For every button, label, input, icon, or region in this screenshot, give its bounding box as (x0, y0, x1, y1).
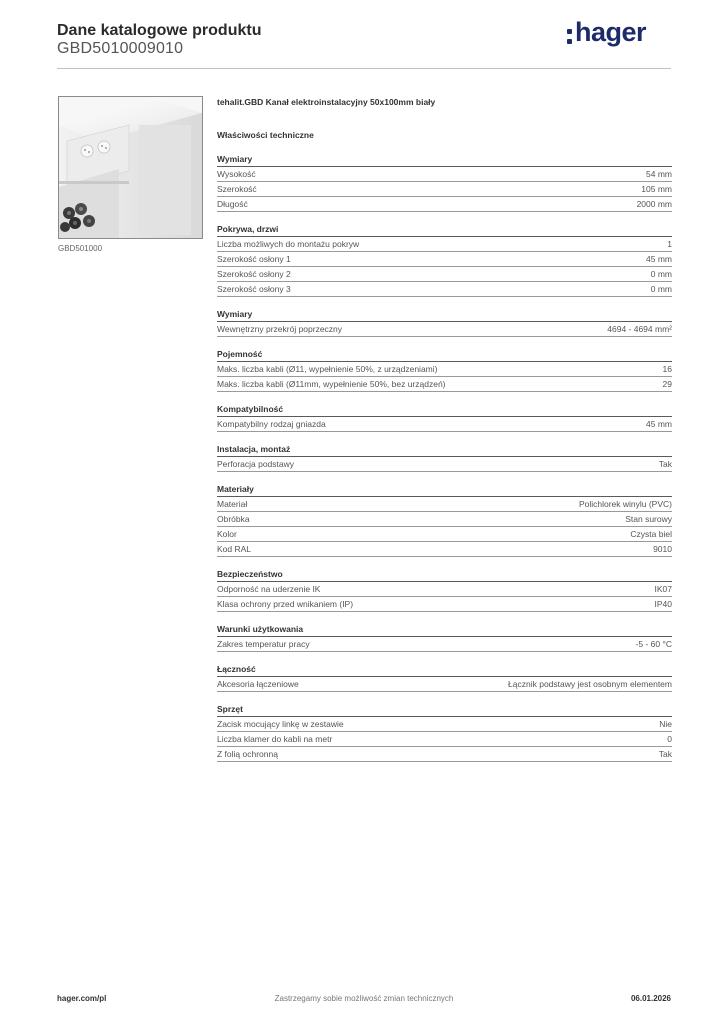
spec-section (217, 483, 672, 557)
spec-row (217, 542, 672, 557)
spec-label: Kompatybilny rodzaj gniazda (217, 419, 326, 429)
hager-logo (567, 17, 655, 52)
spec-label: Maks. liczba kabli (Ø11mm, wypełnienie 50%, bez urządzeń) (217, 379, 446, 389)
logo-text: hager (575, 17, 647, 47)
spec-section-title: Instalacja, montaż (217, 443, 672, 457)
spec-row (217, 322, 672, 337)
footer-date: 06.01.2026 (630, 994, 671, 1003)
page-footer (57, 994, 671, 1008)
spec-section-title: Warunki użytkowania (217, 623, 672, 637)
spec-section-title: Wymiary (217, 153, 672, 167)
spec-label: Liczba klamer do kabli na metr (217, 734, 333, 744)
technical-properties-heading: Właściwości techniczne (217, 130, 314, 140)
spec-row (217, 732, 672, 747)
spec-row (217, 497, 672, 512)
spec-section-title: Łączność (217, 663, 672, 677)
spec-section (217, 153, 672, 212)
spec-section-title: Pokrywa, drzwi (217, 223, 672, 237)
spec-section-title: Materiały (217, 483, 672, 497)
spec-section (217, 348, 672, 392)
spec-label: Perforacja podstawy (217, 459, 295, 469)
spec-section (217, 703, 672, 762)
spec-section-title: Bezpieczeństwo (217, 568, 672, 582)
spec-row (217, 237, 672, 252)
spec-section (217, 443, 672, 472)
logo-dot-top-icon (567, 29, 572, 34)
spec-value: Czysta biel (630, 529, 672, 539)
spec-value: Polichlorek winylu (PVC) (578, 499, 672, 509)
spec-value: Stan surowy (625, 514, 672, 524)
product-name: tehalit.GBD Kanał elektroinstalacyjny 50x100mm biały (217, 97, 436, 107)
spec-section-title: Sprzęt (217, 703, 672, 717)
footer-disclaimer: Zastrzegamy sobie możliwość zmian technicznych (274, 994, 454, 1003)
spec-value: 29 (662, 379, 672, 389)
document-title: Dane katalogowe produktu (57, 22, 262, 39)
spec-row (217, 282, 672, 297)
spec-value: Tak (658, 749, 672, 759)
spec-label: Długość (217, 199, 248, 209)
spec-value: 45 mm (646, 419, 672, 429)
spec-section (217, 663, 672, 692)
spec-value: 54 mm (646, 169, 672, 179)
spec-value: IK07 (654, 584, 672, 594)
spec-value: -5 - 60 °C (635, 639, 672, 649)
spec-row (217, 512, 672, 527)
spec-section (217, 568, 672, 612)
spec-label: Zakres temperatur pracy (217, 639, 310, 649)
spec-label: Wewnętrzny przekrój poprzeczny (217, 324, 343, 334)
spec-section (217, 623, 672, 652)
spec-value: 4694 - 4694 mm² (607, 324, 672, 334)
image-caption: GBD501000 (58, 244, 103, 253)
spec-value: 9010 (653, 544, 672, 554)
spec-label: Szerokość (217, 184, 257, 194)
spec-value: 0 (667, 734, 672, 744)
spec-value: 105 mm (641, 184, 672, 194)
spec-label: Kolor (217, 529, 237, 539)
spec-row (217, 582, 672, 597)
spec-section (217, 403, 672, 432)
logo-dot-bottom-icon (567, 39, 572, 44)
spec-value: 45 mm (646, 254, 672, 264)
spec-label: Akcesoria łączeniowe (217, 679, 299, 689)
spec-row (217, 717, 672, 732)
product-details (217, 96, 672, 762)
spec-label: Szerokość osłony 3 (217, 284, 291, 294)
spec-row (217, 267, 672, 282)
spec-row (217, 457, 672, 472)
spec-label: Z folią ochronną (217, 749, 278, 759)
spec-value: 0 mm (650, 269, 672, 279)
spec-row (217, 362, 672, 377)
product-code: GBD5010009010 (57, 40, 184, 57)
spec-value: 16 (662, 364, 672, 374)
spec-value: Tak (658, 459, 672, 469)
spec-row (217, 637, 672, 652)
footer-website: hager.com/pl (57, 994, 107, 1003)
spec-row (217, 377, 672, 392)
spec-label: Kod RAL (217, 544, 252, 554)
spec-label: Klasa ochrony przed wnikaniem (IP) (217, 599, 354, 609)
spec-value: IP40 (654, 599, 672, 609)
spec-label: Materiał (217, 499, 248, 509)
spec-value: 2000 mm (636, 199, 672, 209)
spec-value: Łącznik podstawy jest osobnym elementem (508, 679, 672, 689)
spec-label: Obróbka (217, 514, 250, 524)
spec-sections (217, 153, 672, 762)
spec-section (217, 223, 672, 297)
product-image (58, 96, 203, 239)
spec-value: 0 mm (650, 284, 672, 294)
spec-row (217, 182, 672, 197)
spec-row (217, 417, 672, 432)
spec-label: Szerokość osłony 1 (217, 254, 291, 264)
spec-row (217, 677, 672, 692)
cable-duct-illustration-icon (59, 97, 202, 238)
spec-value: Nie (659, 719, 672, 729)
spec-label: Maks. liczba kabli (Ø11, wypełnienie 50%, z urządzeniami) (217, 364, 438, 374)
header-divider (57, 68, 671, 69)
spec-value: 1 (667, 239, 672, 249)
spec-row (217, 252, 672, 267)
spec-row (217, 747, 672, 762)
spec-section-title: Kompatybilność (217, 403, 672, 417)
spec-row (217, 197, 672, 212)
spec-label: Zacisk mocujący linkę w zestawie (217, 719, 344, 729)
page-header (57, 17, 671, 68)
spec-label: Szerokość osłony 2 (217, 269, 291, 279)
spec-section-title: Pojemność (217, 348, 672, 362)
spec-row (217, 527, 672, 542)
spec-label: Odporność na uderzenie IK (217, 584, 321, 594)
spec-section-title: Wymiary (217, 308, 672, 322)
spec-label: Wysokość (217, 169, 256, 179)
spec-row (217, 597, 672, 612)
spec-label: Liczba możliwych do montażu pokryw (217, 239, 360, 249)
spec-row (217, 167, 672, 182)
spec-section (217, 308, 672, 337)
